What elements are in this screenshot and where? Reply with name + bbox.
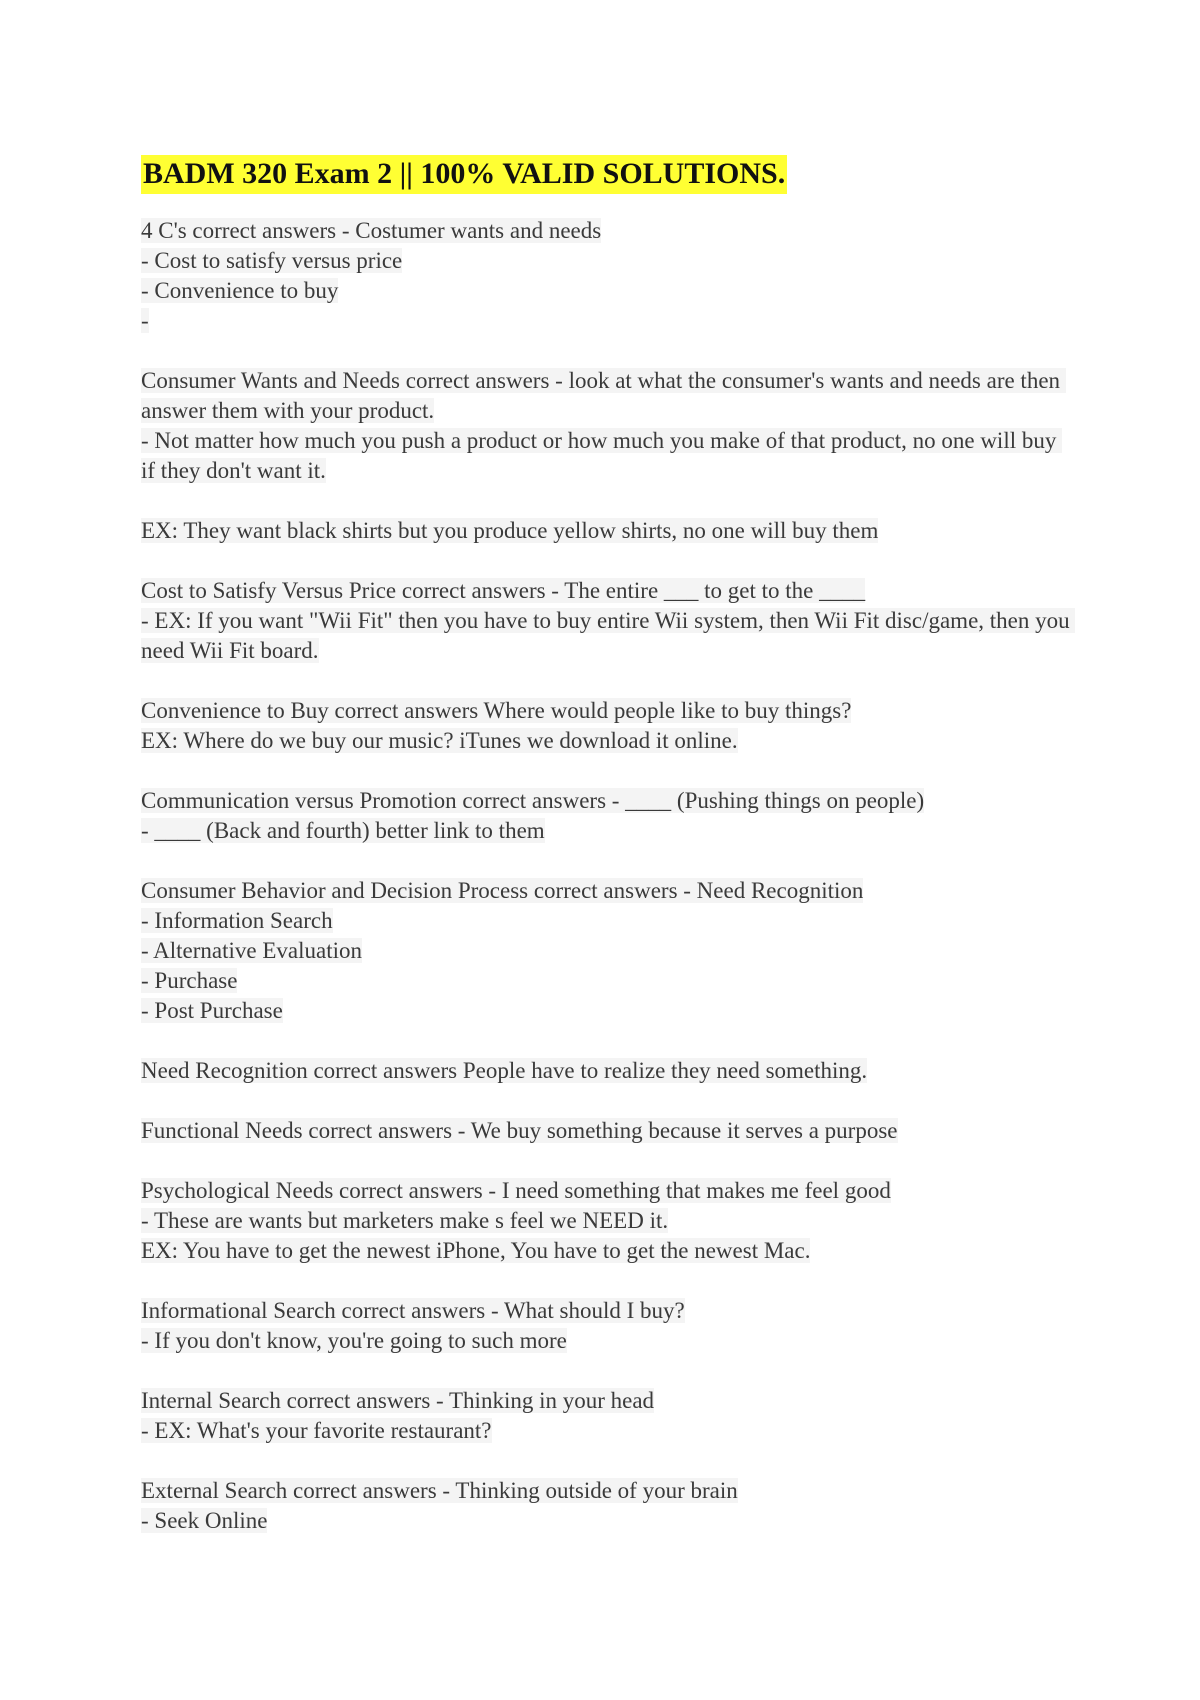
- entry-line: - These are wants but marketers make s feel we NEED it.: [141, 1208, 669, 1233]
- entry-line: - EX: If you want "Wii Fit" then you have to buy entire Wii system, then Wii Fit disc/game, then you need Wii Fit board.: [141, 608, 1076, 663]
- entry-line: EX: Where do we buy our music? iTunes we download it online.: [141, 728, 738, 753]
- entry-line: Informational Search correct answers - What should I buy?: [141, 1298, 685, 1323]
- entry-line: - Cost to satisfy versus price: [141, 248, 403, 273]
- entry-line: - Alternative Evaluation: [141, 938, 362, 963]
- entry-line: 4 C's correct answers - Costumer wants and needs: [141, 218, 602, 243]
- entry-line: Communication versus Promotion correct answers - ____ (Pushing things on people): [141, 788, 925, 813]
- entry-line: Convenience to Buy correct answers Where would people like to buy things?: [141, 698, 852, 723]
- entry-line: Consumer Behavior and Decision Process correct answers - Need Recognition: [141, 878, 864, 903]
- entry-list: [141, 216, 1076, 1536]
- entry-line: -: [141, 308, 149, 333]
- entry-example-shirts: [141, 516, 1071, 546]
- document-page: [141, 150, 1076, 1566]
- entry-need-recognition: [141, 1056, 1071, 1086]
- entry-line: - ____ (Back and fourth) better link to them: [141, 818, 545, 843]
- entry-line: Internal Search correct answers - Thinking in your head: [141, 1388, 655, 1413]
- entry-psychological-needs: [141, 1176, 1071, 1266]
- document-title: [141, 150, 1071, 198]
- entry-line: - Convenience to buy: [141, 278, 339, 303]
- entry-line: Psychological Needs correct answers - I need something that makes me feel good: [141, 1178, 891, 1203]
- entry-line: - Not matter how much you push a product or how much you make of that product, no one will buy if they don't want it.: [141, 428, 1063, 483]
- entry-line: - Purchase: [141, 968, 238, 993]
- title-highlight: BADM 320 Exam 2 || 100% VALID SOLUTIONS.: [141, 155, 787, 194]
- entry-line: Functional Needs correct answers - We buy something because it serves a purpose: [141, 1118, 898, 1143]
- entry-informational-search: [141, 1296, 1071, 1356]
- entry-consumer-wants: [141, 366, 1071, 486]
- entry-line: - Seek Online: [141, 1508, 268, 1533]
- entry-functional-needs: [141, 1116, 1071, 1146]
- entry-external-search: [141, 1476, 1071, 1536]
- entry-line: EX: You have to get the newest iPhone, You have to get the newest Mac.: [141, 1238, 811, 1263]
- entry-decision-process: [141, 876, 1071, 1026]
- entry-line: Cost to Satisfy Versus Price correct answers - The entire ___ to get to the ____: [141, 578, 866, 603]
- entry-4cs: [141, 216, 1071, 336]
- entry-line: EX: They want black shirts but you produce yellow shirts, no one will buy them: [141, 518, 879, 543]
- entry-line: - Information Search: [141, 908, 333, 933]
- entry-line: External Search correct answers - Thinking outside of your brain: [141, 1478, 738, 1503]
- entry-communication: [141, 786, 1071, 846]
- entry-line: - EX: What's your favorite restaurant?: [141, 1418, 492, 1443]
- entry-convenience: [141, 696, 1071, 756]
- entry-line: - If you don't know, you're going to such more: [141, 1328, 567, 1353]
- entry-line: Need Recognition correct answers People have to realize they need something.: [141, 1058, 868, 1083]
- entry-cost-to-satisfy: [141, 576, 1076, 666]
- entry-internal-search: [141, 1386, 1071, 1446]
- entry-line: Consumer Wants and Needs correct answers - look at what the consumer's wants and needs are then answer them with your product.: [141, 368, 1066, 423]
- entry-line: - Post Purchase: [141, 998, 283, 1023]
